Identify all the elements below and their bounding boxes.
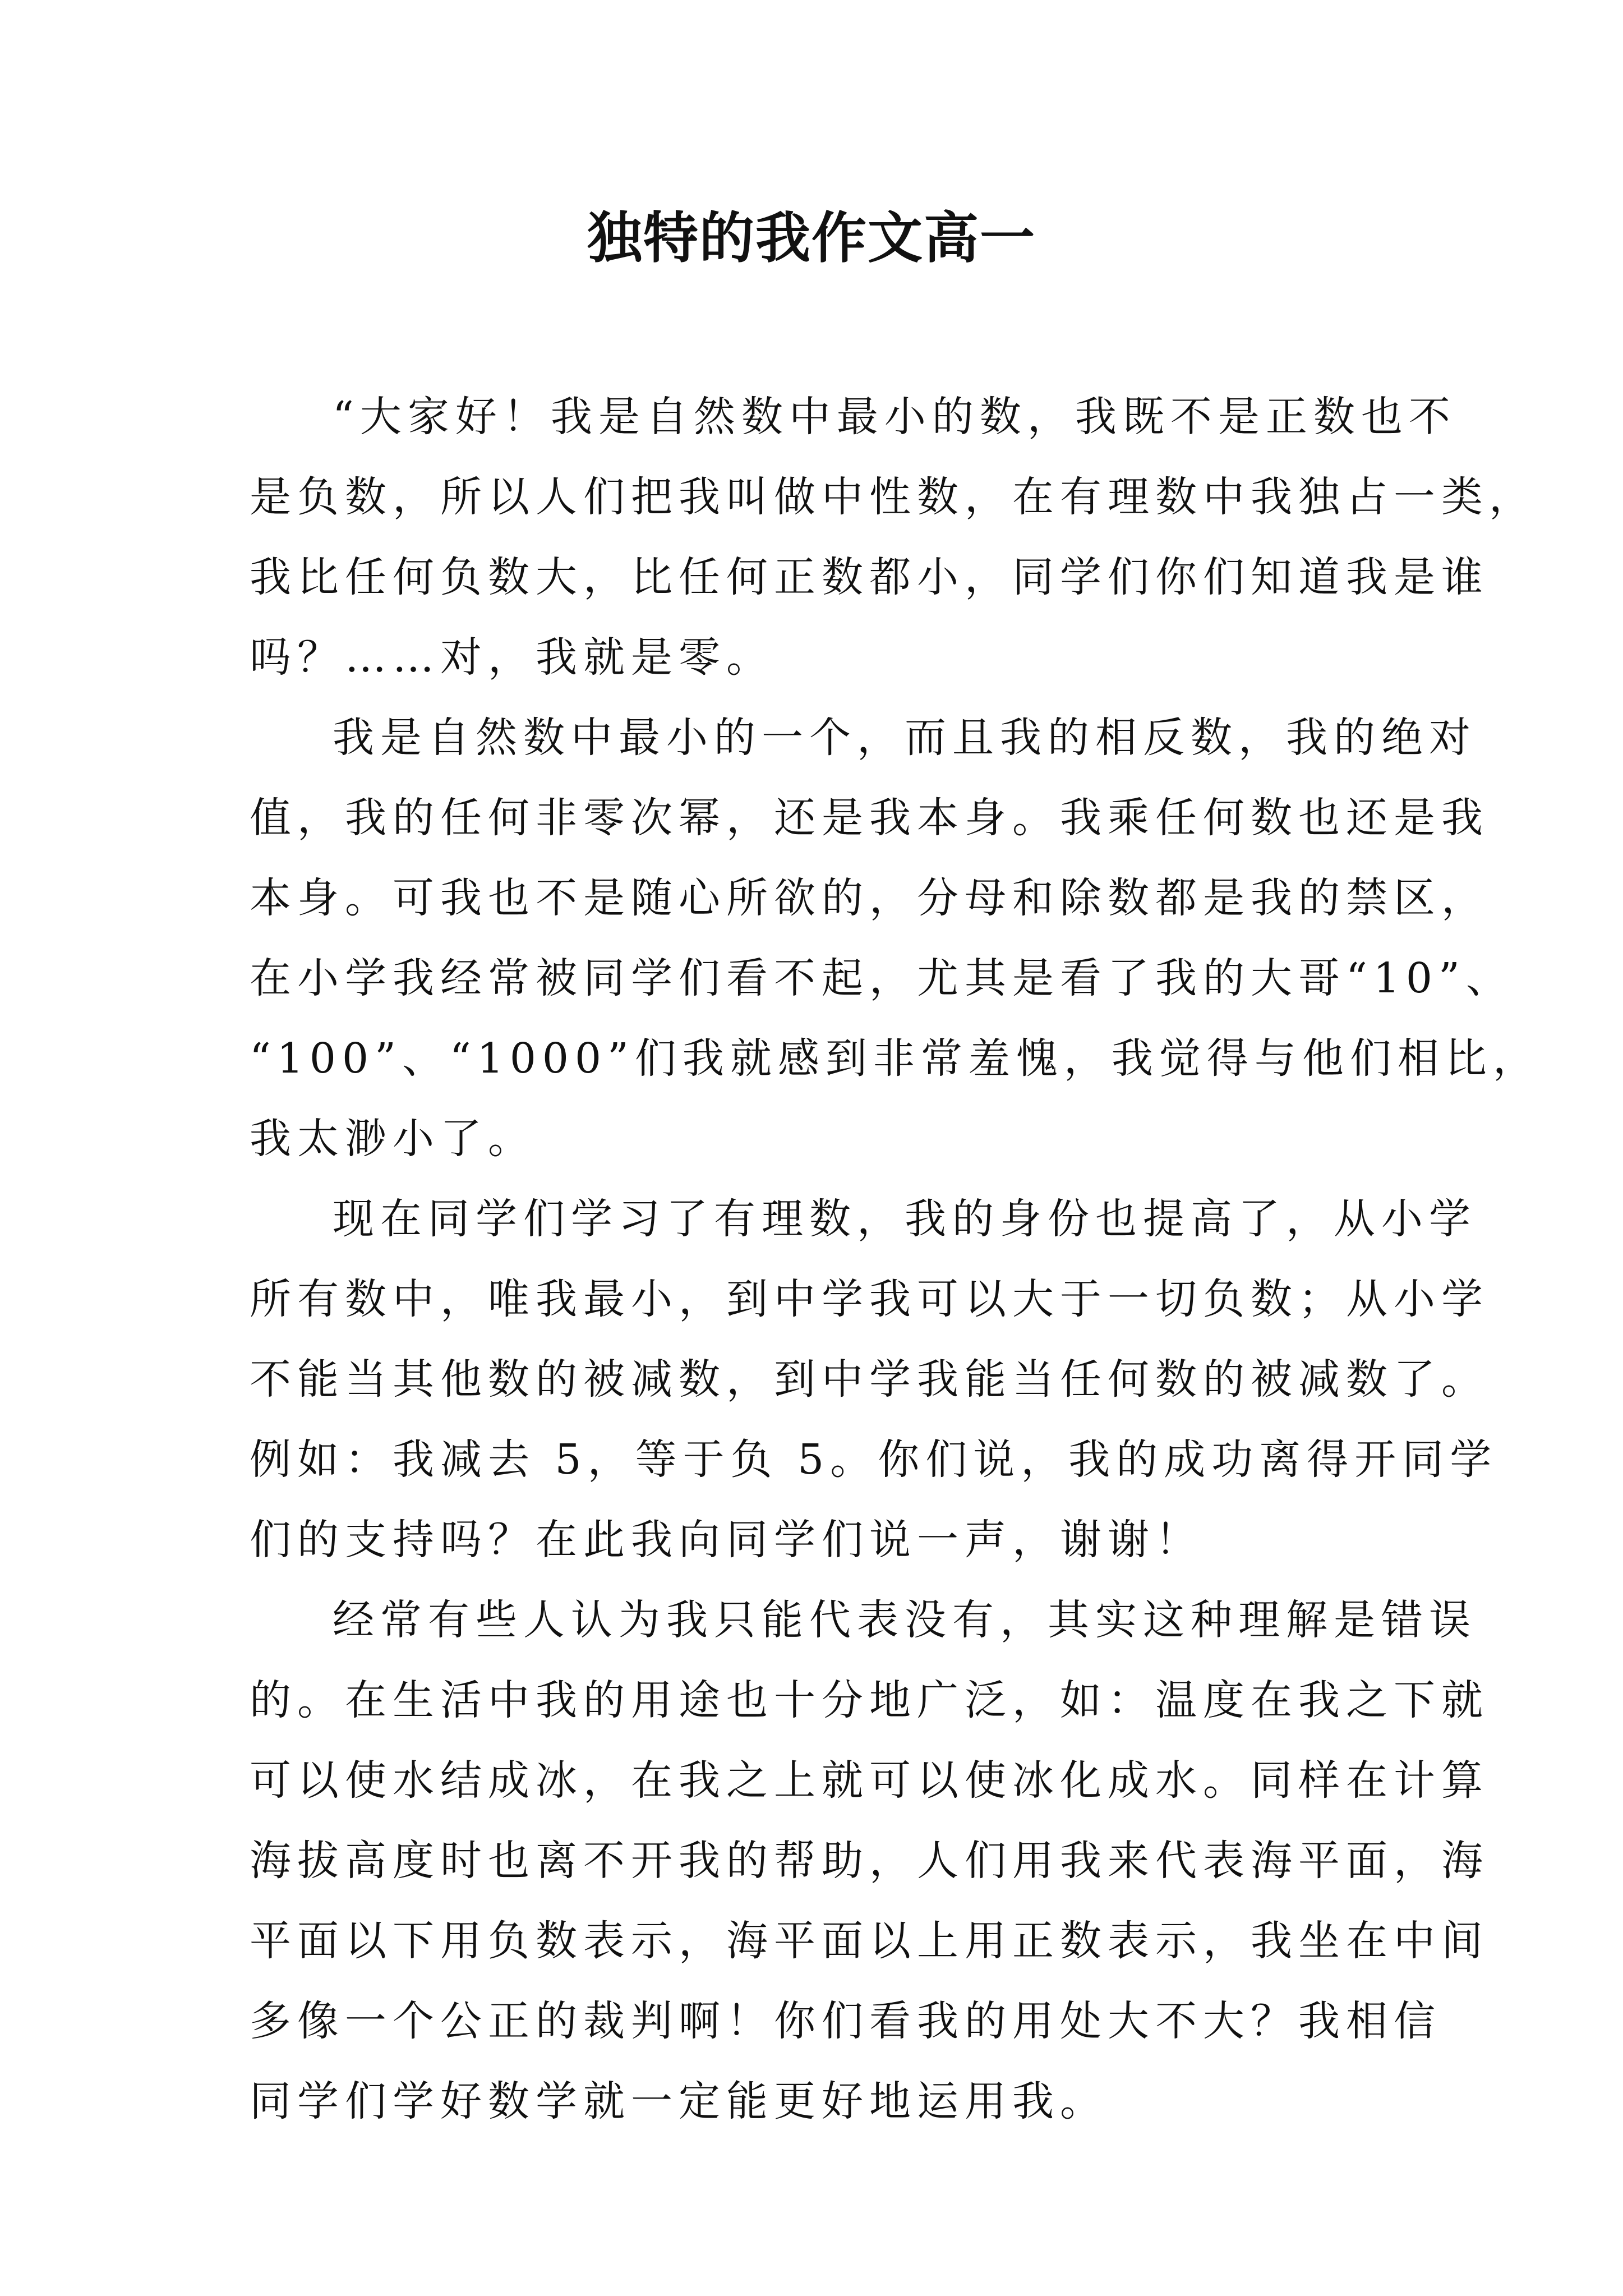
- paragraph-line: 海拔高度时也离不开我的帮助，人们用我来代表海平面，海: [250, 1837, 1489, 1885]
- paragraph-line: 是负数，所以人们把我叫做中性数，在有理数中我独占一类，: [250, 473, 1537, 521]
- paragraph-line: 值，我的任何非零次幂，还是我本身。我乘任何数也还是我: [250, 794, 1489, 842]
- paragraph-4: [250, 1580, 1489, 2142]
- paragraph-line: 所有数中，唯我最小，到中学我可以大于一切负数；从小学: [250, 1275, 1489, 1323]
- paragraph-3: [250, 1179, 1498, 1580]
- paragraph-line: 我比任何负数大，比任何正数都小，同学们你们知道我是谁: [250, 553, 1489, 601]
- paragraph-line: “100”、“1000”们我就感到非常羞愧，我觉得与他们相比，: [250, 1034, 1541, 1083]
- paragraph-line: 我是自然数中最小的一个，而且我的相反数，我的绝对: [333, 714, 1477, 762]
- paragraph-line: 经常有些人认为我只能代表没有，其实这种理解是错误: [333, 1596, 1477, 1644]
- paragraph-line: 的。在生活中我的用途也十分地广泛，如：温度在我之下就: [250, 1676, 1489, 1724]
- paragraph-line: 们的支持吗？在此我向同学们说一声，谢谢！: [250, 1516, 1203, 1564]
- document-title: 独特的我作文高一: [587, 206, 1036, 270]
- paragraph-line: 吗？……对，我就是零。: [250, 633, 774, 682]
- paragraph-1: [250, 377, 1537, 698]
- paragraph-line: “大家好！我是自然数中最小的数，我既不是正数也不: [333, 393, 1456, 441]
- paragraph-line: 我太渺小了。: [250, 1115, 536, 1163]
- paragraph-line: 平面以下用负数表示，海平面以上用正数表示，我坐在中间: [250, 1917, 1489, 1965]
- paragraph-line: 例如：我减去 5，等于负 5。你们说，我的成功离得开同学: [250, 1435, 1498, 1484]
- paragraph-line: 在小学我经常被同学们看不起，尤其是看了我的大哥“10”、: [250, 954, 1514, 1002]
- paragraph-line: 不能当其他数的被减数，到中学我能当任何数的被减数了。: [250, 1355, 1489, 1404]
- paragraph-line: 多像一个公正的裁判啊！你们看我的用处大不大？我相信: [250, 1997, 1441, 2045]
- paragraph-line: 同学们学好数学就一定能更好地运用我。: [250, 2077, 1108, 2125]
- paragraph-line: 本身。可我也不是随心所欲的，分母和除数都是我的禁区，: [250, 874, 1489, 922]
- paragraph-line: 可以使水结成冰，在我之上就可以使冰化成水。同样在计算: [250, 1756, 1489, 1805]
- document-body: [250, 377, 1541, 2142]
- paragraph-2: [250, 698, 1541, 1179]
- paragraph-line: 现在同学们学习了有理数，我的身份也提高了，从小学: [333, 1195, 1477, 1243]
